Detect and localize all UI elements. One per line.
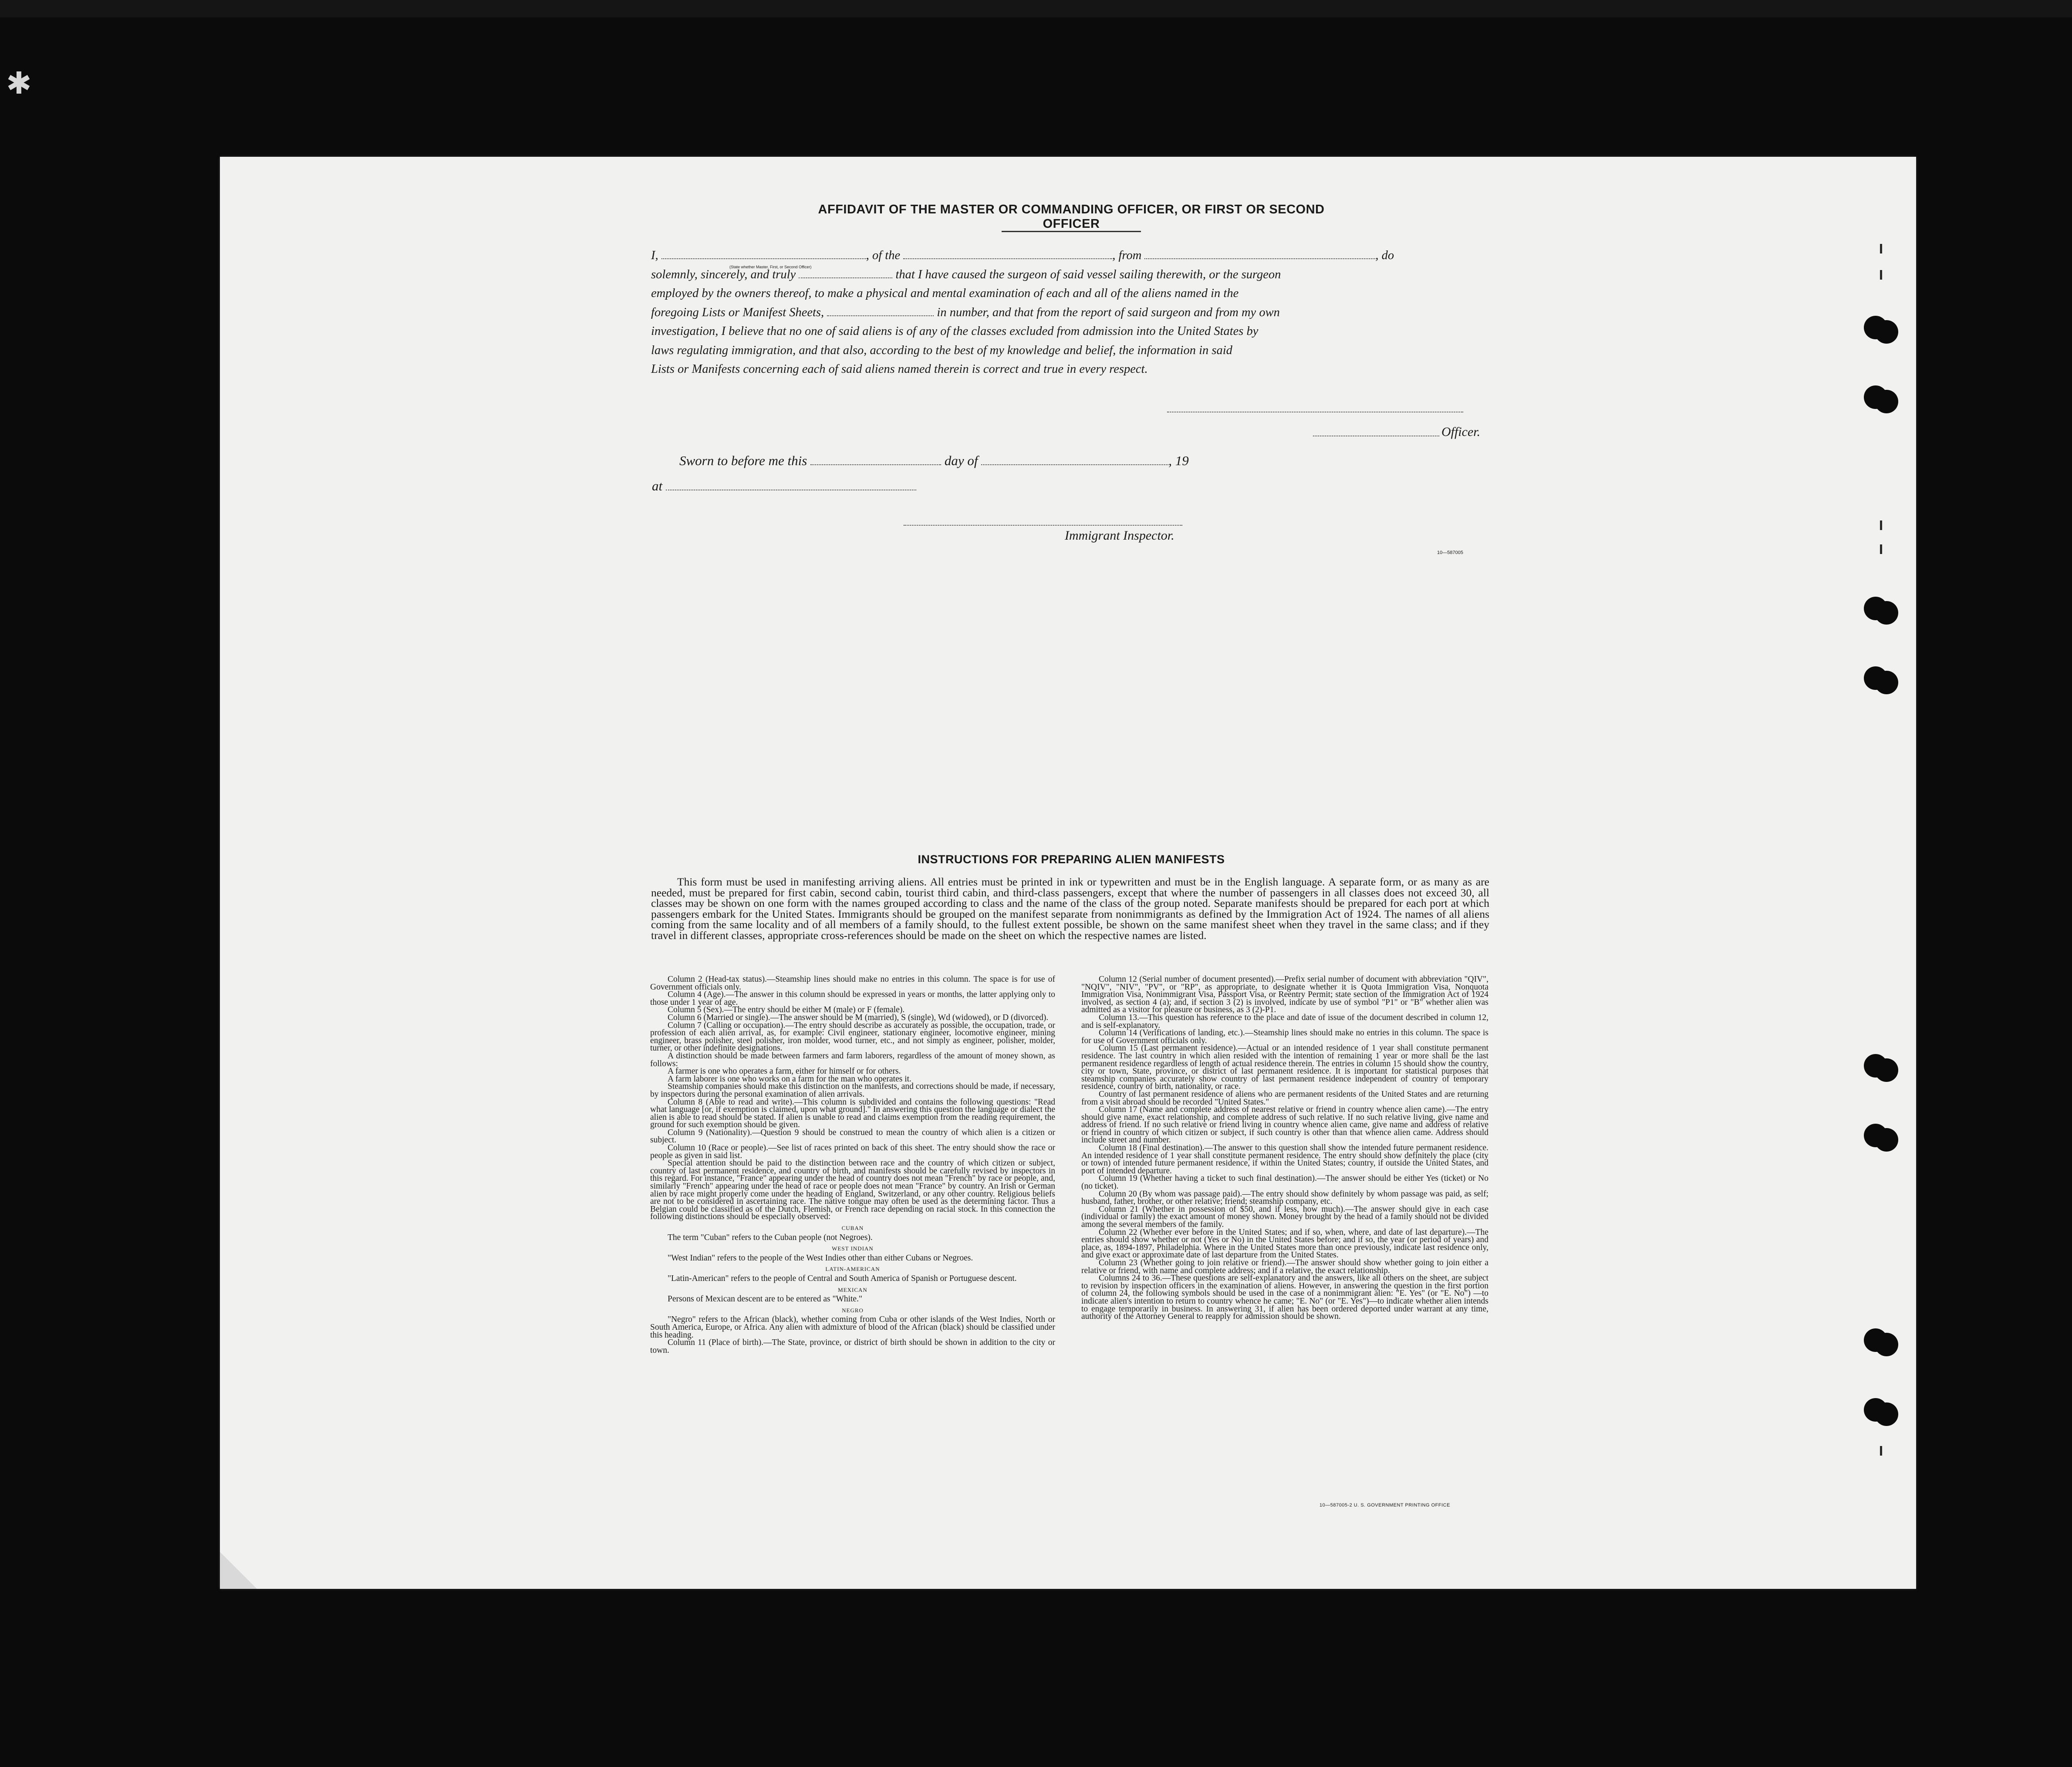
right-paragraph: Column 14 (Verifications of landing, etc.).—Steamship lines should make no entries in this column. The space is for use of Government officials only.: [1081, 1028, 1488, 1045]
sworn-day-field[interactable]: [810, 456, 941, 465]
heading-negro: NEGRO: [842, 1307, 864, 1314]
right-paragraph: Column 21 (Whether in possession of $50, and if less, how much).—The answer should give in each case (individual or family) the exact amount of money shown. Money brought by the head of a family should not be divided among the several members of the family.: [1081, 1204, 1488, 1229]
left-paragraph: Column 9 (Nationality).—Question 9 should be construed to mean the country of which alien is a citizen or subject.: [650, 1128, 1055, 1145]
negro-text: "Negro" refers to the African (black), whether coming from Cuba or other islands of the West Indies, North or South America, Europe, or Africa. Any alien with admixture of blood of the African (black) should be classified under this heading.: [650, 1315, 1055, 1340]
latin-american-text: "Latin-American" refers to the people of Central and South America of Spanish or Portuguese descent.: [668, 1274, 1017, 1283]
officer-label: Officer.: [1441, 425, 1481, 439]
mexican-text: Persons of Mexican descent are to be entered as "White.": [668, 1294, 862, 1304]
sworn-line: [679, 453, 1189, 469]
affidavit-in-number: in number, and that from the report of said surgeon and from my own: [937, 305, 1280, 319]
day-of-label: day of: [944, 453, 978, 468]
rank-note: (State whether Master, First, or Second Officer): [729, 265, 812, 269]
instructions-title: INSTRUCTIONS FOR PREPARING ALIEN MANIFESTS: [918, 853, 1225, 866]
cuban-text: The term "Cuban" refers to the Cuban people (not Negroes).: [668, 1233, 873, 1242]
sworn-month-field[interactable]: [981, 456, 1168, 465]
affidavit-title: AFFIDAVIT OF THE MASTER OR COMMANDING OFFICER, OR FIRST OR SECOND OFFICER: [818, 203, 1325, 231]
column-11-text: Column 11 (Place of birth).—The State, province, or district of birth should be shown in addition to the city or town.: [650, 1338, 1055, 1355]
affidavit-line7: Lists or Manifests concerning each of said aliens named therein is correct and true in every respect.: [651, 362, 1148, 376]
right-paragraph: Column 15 (Last permanent residence).—Actual or an intended residence of 1 year shall constitute permanent residence. The last country in which alien resided with the intention of remaining 1 year or more shall be the last permanent residence regardless of length of actual residence therein. The entries in column 15 should show the country, city or town, State, province, or district of last permanent residence. It is important for statistical purposes that steamship companies accurately show country of last permanent residence independent of country of temporary residence, country of birth, nationality, or race.: [1081, 1044, 1488, 1091]
affidavit-line2: that I have caused the surgeon of said vessel sailing therewith, or the surgeon: [895, 267, 1281, 281]
left-paragraph: Column 5 (Sex).—The entry should be either M (male) or F (female).: [668, 1005, 905, 1015]
inspector-signature-line[interactable]: [904, 525, 1182, 526]
right-paragraph: Column 18 (Final destination).—The answer to this question shall show the intended future permanent residence. An intended residence of 1 year shall constitute permanent residence. The entry should show definitely the place (city or town) of intended future permanent residence, if within the United States; country, if outside the United States, and port of intended departure.: [1081, 1143, 1488, 1176]
west-indian-text: "West Indian" refers to the people of the West Indies other than either Cubans or Negroes.: [668, 1253, 973, 1263]
left-paragraph: Special attention should be paid to the distinction between race and the country of which citizen or subject, country of last permanent residence, and country of birth, and manifests should be carefully revised by inspectors in this regard. For instance, "France" appearing under the head of country does not mean "French" by race or people, and, similarly "French" appearing under the head of race or people does not mean "France" by country. An Irish or German alien by race might properly come under the heading of England, Switzerland, or any other country. Religious beliefs are not to be considered in ascertaining race. The native tongue may often be used as the determining factor. Thus a Belgian could be classified as of the Dutch, Flemish, or French race depending on racial stock. In this connection the following distinctions should be especially observed:: [650, 1159, 1055, 1222]
left-paragraph: Column 10 (Race or people).—See list of races printed on back of this sheet. The entry should show the race or people as given in said list.: [650, 1143, 1055, 1160]
number-of-aliens-field[interactable]: [827, 307, 934, 316]
affidavit-i: I,: [651, 249, 658, 262]
binder-holes: [1864, 301, 1907, 1476]
affidavit-do: , do: [1375, 249, 1394, 262]
left-paragraph: Steamship companies should make this distinction on the manifests, and corrections should be made, if necessary, by inspectors during the personal examination of alien arrivals.: [650, 1082, 1055, 1099]
instructions-left-column: [650, 976, 1055, 1354]
affidavit-foregoing: foregoing Lists or Manifest Sheets,: [651, 305, 824, 319]
heading-latin-american: LATIN-AMERICAN: [825, 1266, 880, 1273]
left-paragraph: Column 6 (Married or single).—The answer should be M (married), S (single), Wd (widowed), or D (divorced).: [668, 1013, 1049, 1022]
left-paragraph: A distinction should be made between farmers and farm laborers, regardless of the amount of money shown, as follows:: [650, 1051, 1055, 1068]
left-paragraph: Column 4 (Age).—The answer in this column should be expressed in years or months, the latter applying only to those under 1 year of age.: [650, 990, 1055, 1007]
right-paragraph: Column 13.—This question has reference to the place and date of issue of the document described in column 12, and is self-explanatory.: [1081, 1013, 1488, 1030]
right-paragraph: Country of last permanent residence of aliens who are permanent residents of the United States and are returning from a visit abroad should be recorded "United States.": [1081, 1089, 1488, 1107]
right-paragraph: Column 12 (Serial number of document presented).—Prefix serial number of document with abbreviation "QIV", "NQIV", "NIV", "PV", or "RP", as appropriate, to designate whether it is Quota Immigration Visa, Nonquota Immigration Visa, Nonimmigrant Visa, Passport Visa, or Reentry Permit; state section of the Immigration Act of 1924 involved, as section 4 (a); and, if section 3 (2) is involved, indicate by use of symbol "P1" or "B" whether alien was admitted as a visitor for pleasure or business, as 3 (2)-P1.: [1081, 975, 1488, 1015]
right-paragraph: Column 20 (By whom was passage paid).—The entry should show definitely by whom passage was paid, as self; husband, father, brother, or other relative; friend; steamship company, etc.: [1081, 1189, 1488, 1206]
officer-rank-field[interactable]: [661, 250, 866, 259]
at-label: at: [652, 478, 663, 493]
at-line: [652, 478, 916, 494]
oath-manner-field[interactable]: [799, 269, 892, 278]
left-paragraph: Column 8 (Able to read and write).—This column is subdivided and contains the following questions: "Read what language [or, if exemption is claimed, upon what ground]." In answering this question the language or dialect the alien is able to read should be stated. If alien is unable to read and claims exemption from the reading requirement, the ground for such exemption should be given.: [650, 1097, 1055, 1130]
heading-cuban: CUBAN: [841, 1225, 864, 1231]
inspector-label: Immigrant Inspector.: [1065, 528, 1174, 543]
intro-paragraph: This form must be used in manifesting arriving aliens. All entries must be printed in ink or typewritten and must be in the English language. A separate form, or as many as are needed, must be prepared for first cabin, second cabin, tourist third cabin, and third-class passengers, except that where the number of passengers in all classes does not exceed 30, all classes may be shown on one form with the names grouped according to class and the name of the class of the group noted. Separate manifests should be prepared for each port at which passengers embark for the United States. Immigrants should be grouped on the manifest separate from nonimmigrants as defined by the Immigration Act of 1924. The names of all aliens coming from the same locality and of all members of a family should, to the fullest extent possible, be shown on the same manifest sheet when they travel in the same class; and if they travel in different classes, appropriate cross-references should be made on the sheet on which the respective names are listed.: [651, 875, 1489, 942]
affidavit-of-the: , of the: [866, 249, 901, 262]
affidavit-line3: employed by the owners thereof, to make a physical and mental examination of each and all of the aliens named in the: [651, 287, 1239, 300]
affidavit-solemnly: solemnly, sincerely, and truly: [651, 267, 796, 281]
year-label: , 19: [1168, 453, 1189, 468]
instructions-intro: [651, 877, 1489, 941]
affidavit-line5: investigation, I believe that no one of said aliens is of any of the classes excluded from admission into the United States by: [651, 324, 1259, 338]
left-paragraph: Column 7 (Calling or occupation).—The entry should describe as accurately as possible, the occupation, trade, or profession of each alien arrival, as, for example: Civil engineer, stationary engineer, locomotive engineer, mining engineer, brass polisher, steel polisher, iron molder, wood turner, etc., and not simply as engineer, polisher, molder, turner, or other indefinite designations.: [650, 1020, 1055, 1053]
left-paragraph: Column 2 (Head-tax status).—Steamship lines should make no entries in this column. The space is for use of Government officials only.: [650, 975, 1055, 992]
form-number: 10—587005: [1437, 550, 1463, 555]
port-from-field[interactable]: [1144, 250, 1375, 259]
instructions-right-column: [1081, 976, 1488, 1321]
right-paragraph: Column 23 (Whether going to join relative or friend).—The answer should show whether going to join either a relative or friend, with name and complete address; and if a relative, the exact relationship.: [1081, 1258, 1488, 1275]
affidavit-line6: laws regulating immigration, and that also, according to the best of my knowledge and belief, the information in said: [651, 343, 1232, 357]
vessel-name-field[interactable]: [903, 250, 1112, 259]
left-paragraph: A farmer is one who operates a farm, either for himself or for others.: [668, 1067, 901, 1076]
heading-mexican: MEXICAN: [838, 1286, 867, 1293]
right-paragraph: Column 19 (Whether having a ticket to such final destination).—The answer should be either Yes (ticket) or No (no ticket).: [1081, 1174, 1488, 1191]
right-paragraph: Column 22 (Whether ever before in the United States; and if so, when, where, and date of last departure).—The entries should show whether or not (Yes or No) in the United States before; and if so, the year (or period of years) and place, as, 1894-1897, Philadelphia. Where in the United States more than once previously, indicate last residence only, and give exact or approximate date of last departure from the United States.: [1081, 1227, 1488, 1260]
folded-corner: [220, 1552, 257, 1589]
left-paragraph: A farm laborer is one who works on a farm for the man who operates it.: [668, 1074, 911, 1084]
affidavit-from: , from: [1112, 249, 1142, 262]
title-underline: [1002, 231, 1141, 232]
sworn-label: Sworn to before me this: [679, 453, 807, 468]
heading-west-indian: WEST INDIAN: [832, 1245, 874, 1252]
right-paragraph: Columns 24 to 36.—These questions are self-explanatory and the answers, like all others on the sheet, are subject to revision by inspection officers in the examination of aliens. However, in answering the question in the first portion of column 24, the following symbols should be used in the case of a nonimmigrant alien: "E. Yes" (or "E. No") —to indicate alien's intention to return to country whence he came; "E. No" (or "E. Yes")—to indicate whether alien intends to engage temporarily in business. In answering 31, if alien has been ordered deported under warrant at any time, authority of the Attorney General to reapply for admission should be shown.: [1081, 1274, 1488, 1321]
printing-office-footer: 10—587005-2 U. S. GOVERNMENT PRINTING OFFICE: [1319, 1503, 1450, 1508]
film-corner-mark: ✱: [6, 65, 32, 101]
right-paragraph: Column 17 (Name and complete address of nearest relative or friend in country whence alien came).—The entry should give name, exact relationship, and complete address of such relative. If no such relative living, give name and address of friend. If no such relative or friend living in country whence alien came, give name and address of relative or friend in country of which citizen or subject, if such country is other than that whence alien came. Address should include street and number.: [1081, 1105, 1488, 1145]
place-field[interactable]: [666, 481, 916, 490]
film-edge: [0, 0, 2072, 17]
